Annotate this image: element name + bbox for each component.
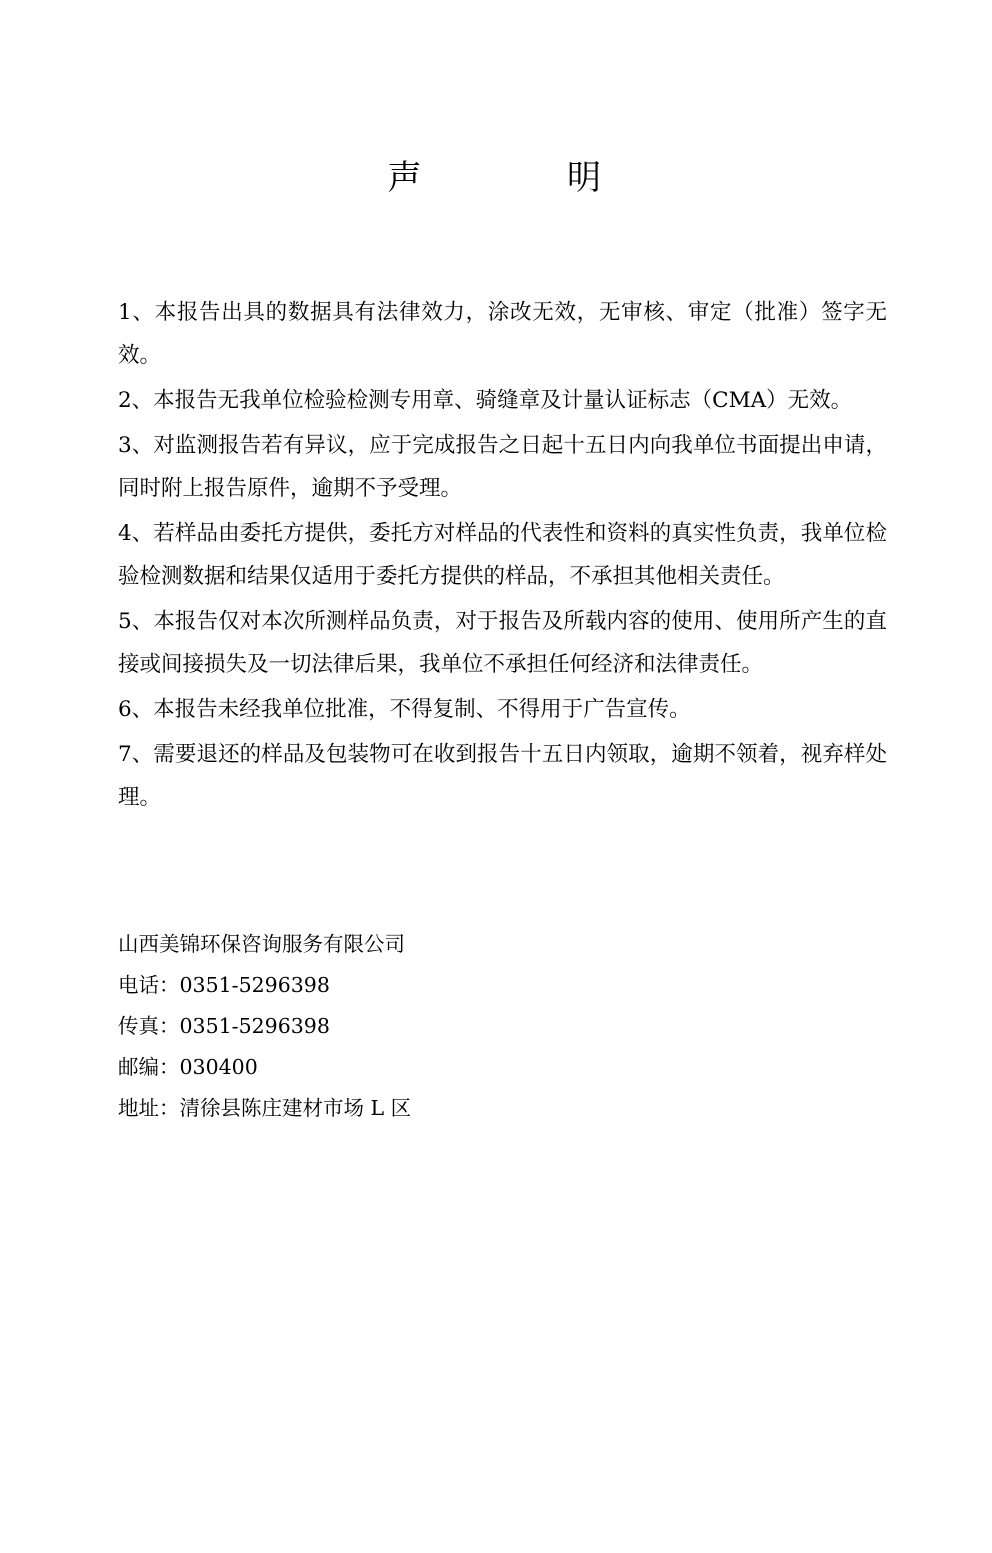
clause-item: 5、本报告仅对本次所测样品负责，对于报告及所载内容的使用、使用所产生的直接或间接损失及一切法律后果，我单位不承担任何经济和法律责任。 xyxy=(118,609,887,677)
clause-item: 1、本报告出具的数据具有法律效力，涂改无效，无审核、审定（批准）签字无效。 xyxy=(118,300,887,368)
clause-item: 6、本报告未经我单位批准，不得复制、不得用于广告宣传。 xyxy=(118,697,691,722)
clause-item: 7、需要退还的样品及包装物可在收到报告十五日内领取，逾期不领着，视弃样处理。 xyxy=(118,742,887,810)
contact-info xyxy=(0,924,992,1129)
declaration-clauses xyxy=(0,291,992,819)
fax-line: 传真：0351-5296398 xyxy=(118,1014,330,1038)
page-title: 声 明 xyxy=(387,158,605,198)
address-line: 地址：清徐县陈庄建材市场 L 区 xyxy=(118,1096,412,1120)
clause-item: 4、若样品由委托方提供，委托方对样品的代表性和资料的真实性负责，我单位检验检测数据和结果仅适用于委托方提供的样品，不承担其他相关责任。 xyxy=(118,521,887,589)
phone-line: 电话：0351-5296398 xyxy=(118,973,330,997)
company-name: 山西美锦环保咨询服务有限公司 xyxy=(118,932,405,956)
document-page xyxy=(0,150,992,1553)
clause-item: 2、本报告无我单位检验检测专用章、骑缝章及计量认证标志（CMA）无效。 xyxy=(118,388,853,413)
postcode-line: 邮编：030400 xyxy=(118,1055,258,1079)
clause-item: 3、对监测报告若有异议，应于完成报告之日起十五日内向我单位书面提出申请，同时附上报告原件，逾期不予受理。 xyxy=(118,433,887,501)
